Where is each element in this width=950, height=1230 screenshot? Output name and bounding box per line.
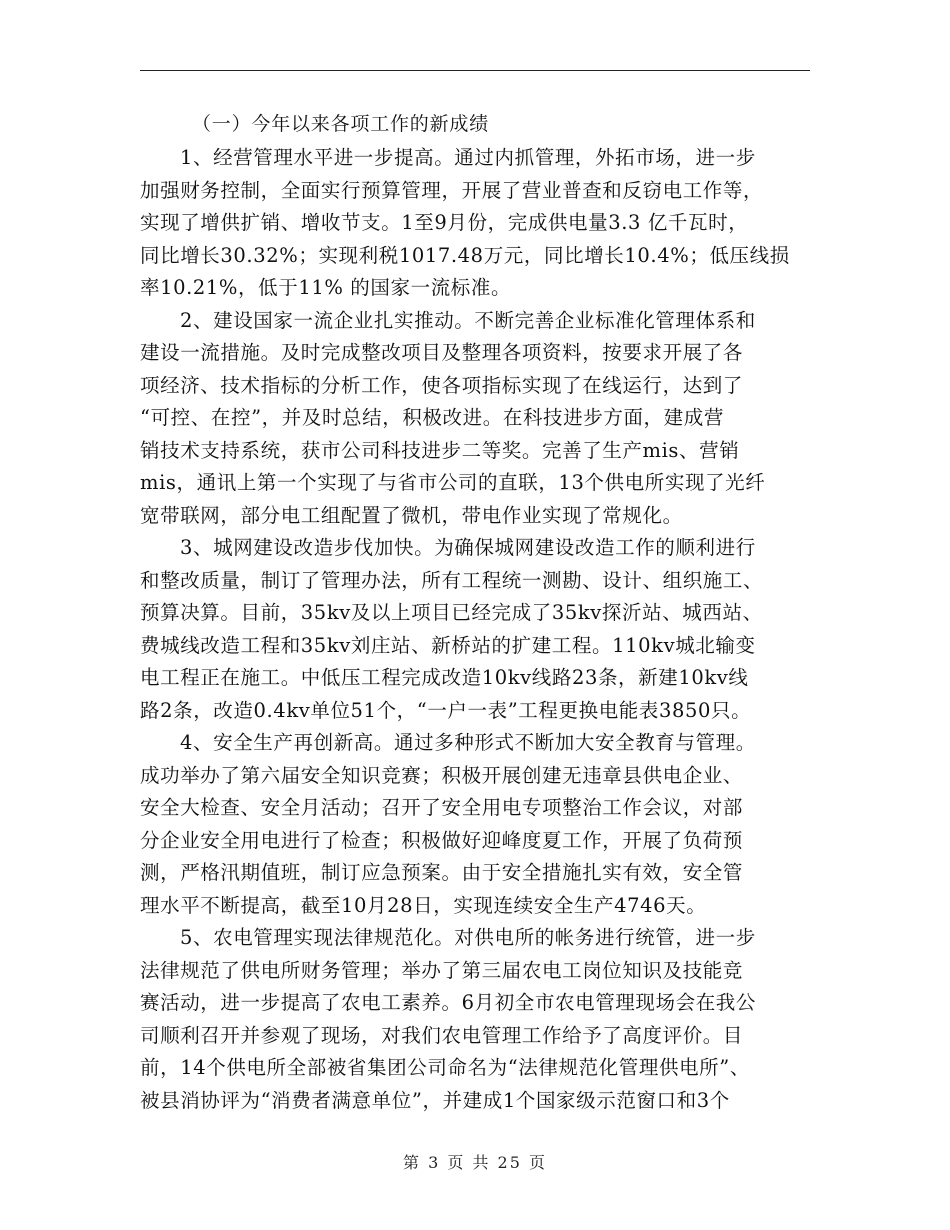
paragraph-line: 项经济、技术指标的分析工作，使各项指标实现了在线运行，达到了 (140, 373, 744, 397)
paragraph-line: 赛活动，进一步提高了农电工素养。6月初全市农电管理现场会在我公 (140, 991, 757, 1014)
paragraph-line: 5、农电管理实现法律规范化。对供电所的帐务进行统管，进一步 (180, 926, 756, 949)
paragraph-line: 电工程正在施工。中低压工程完成改造10kv线路23条，新建10kv线 (140, 666, 749, 689)
paragraph-line: 销技术支持系统，获市公司科技进步二等奖。完善了生产mis、营销 (140, 438, 740, 462)
paragraph-list (140, 142, 830, 1117)
paragraph-line: 理水平不断提高，截至10月28日，实现连续安全生产4746天。 (140, 893, 707, 917)
paragraph-line: 安全大检查、安全月活动；召开了安全用电专项整治工作会议，对部 (140, 796, 744, 819)
paragraph (140, 727, 830, 922)
paragraph-line: 率10.21%，低于11% 的国家一流标准。 (140, 276, 512, 299)
paragraph-line: 成功举办了第六届安全知识竞赛；积极开展创建无违章县供电企业、 (140, 763, 744, 787)
paragraph-line: mis，通讯上第一个实现了与省市公司的直联，13个供电所实现了光纤 (140, 471, 766, 494)
paragraph-line: 宽带联网，部分电工组配置了微机，带电作业实现了常规化。 (140, 503, 683, 527)
paragraph-line: 法律规范了供电所财务管理；举办了第三届农电工岗位知识及技能竞 (140, 958, 744, 982)
paragraph-line: 4、安全生产再创新高。通过多种形式不断加大安全教育与管理。 (180, 731, 756, 754)
paragraph (140, 532, 830, 727)
paragraph-line: 加强财务控制，全面实行预算管理，开展了营业普查和反窃电工作等， (140, 178, 764, 202)
paragraph-line: 和整改质量，制订了管理办法，所有工程统一测勘、设计、组织施工、 (140, 568, 764, 592)
section-heading: （一）今年以来各项工作的新成绩 (192, 113, 490, 135)
paragraph-line: 同比增长30.32%；实现利税1017.48万元，同比增长10.4%；低压线损 (140, 243, 790, 267)
paragraph-line: 3、城网建设改造步伐加快。为确保城网建设改造工作的顺利进行 (180, 536, 756, 559)
paragraph-line: 费城线改造工程和35kv刘庄站、新桥站的扩建工程。110kv城北输变 (140, 633, 756, 657)
header-rule (140, 70, 810, 71)
paragraph-line: 实现了增供扩销、增收节支。1至9月份，完成供电量3.3 亿千瓦时， (140, 211, 749, 234)
paragraph (140, 922, 830, 1117)
paragraph-line: 前，14个供电所全部被省集团公司命名为“法律规范化管理供电所”、 (140, 1056, 750, 1079)
paragraph (140, 142, 830, 305)
paragraph-line: “可控、在控”，并及时总结，积极改进。在科技进步方面，建成营 (140, 406, 724, 429)
paragraph-line: 建设一流措施。及时完成整改项目及整理各项资料，按要求开展了各 (140, 341, 744, 364)
paragraph-line: 司顺利召开并参观了现场，对我们农电管理工作给予了高度评价。目 (140, 1023, 744, 1047)
paragraph-line: 路2条，改造0.4kv单位51个，“一户一表”工程更换电能表3850只。 (140, 698, 752, 722)
paragraph-line: 2、建设国家一流企业扎实推动。不断完善企业标准化管理体系和 (180, 308, 756, 332)
paragraph-line: 分企业安全用电进行了检查；积极做好迎峰度夏工作，开展了负荷预 (140, 828, 744, 852)
paragraph-line: 被县消协评为“消费者满意单位”，并建成1个国家级示范窗口和3个 (140, 1088, 730, 1112)
paragraph-line: 1、经营管理水平进一步提高。通过内抓管理，外拓市场，进一步 (180, 146, 756, 169)
page-footer: 第 3 页 共 25 页 (403, 1153, 547, 1172)
paragraph-line: 测，严格汛期值班，制订应急预案。由于安全措施扎实有效，安全管 (140, 861, 744, 884)
paragraph (140, 305, 830, 533)
document-body (140, 106, 830, 1117)
paragraph-line: 预算决算。目前，35kv及以上项目已经完成了35kv探沂站、城西站、 (140, 601, 763, 624)
